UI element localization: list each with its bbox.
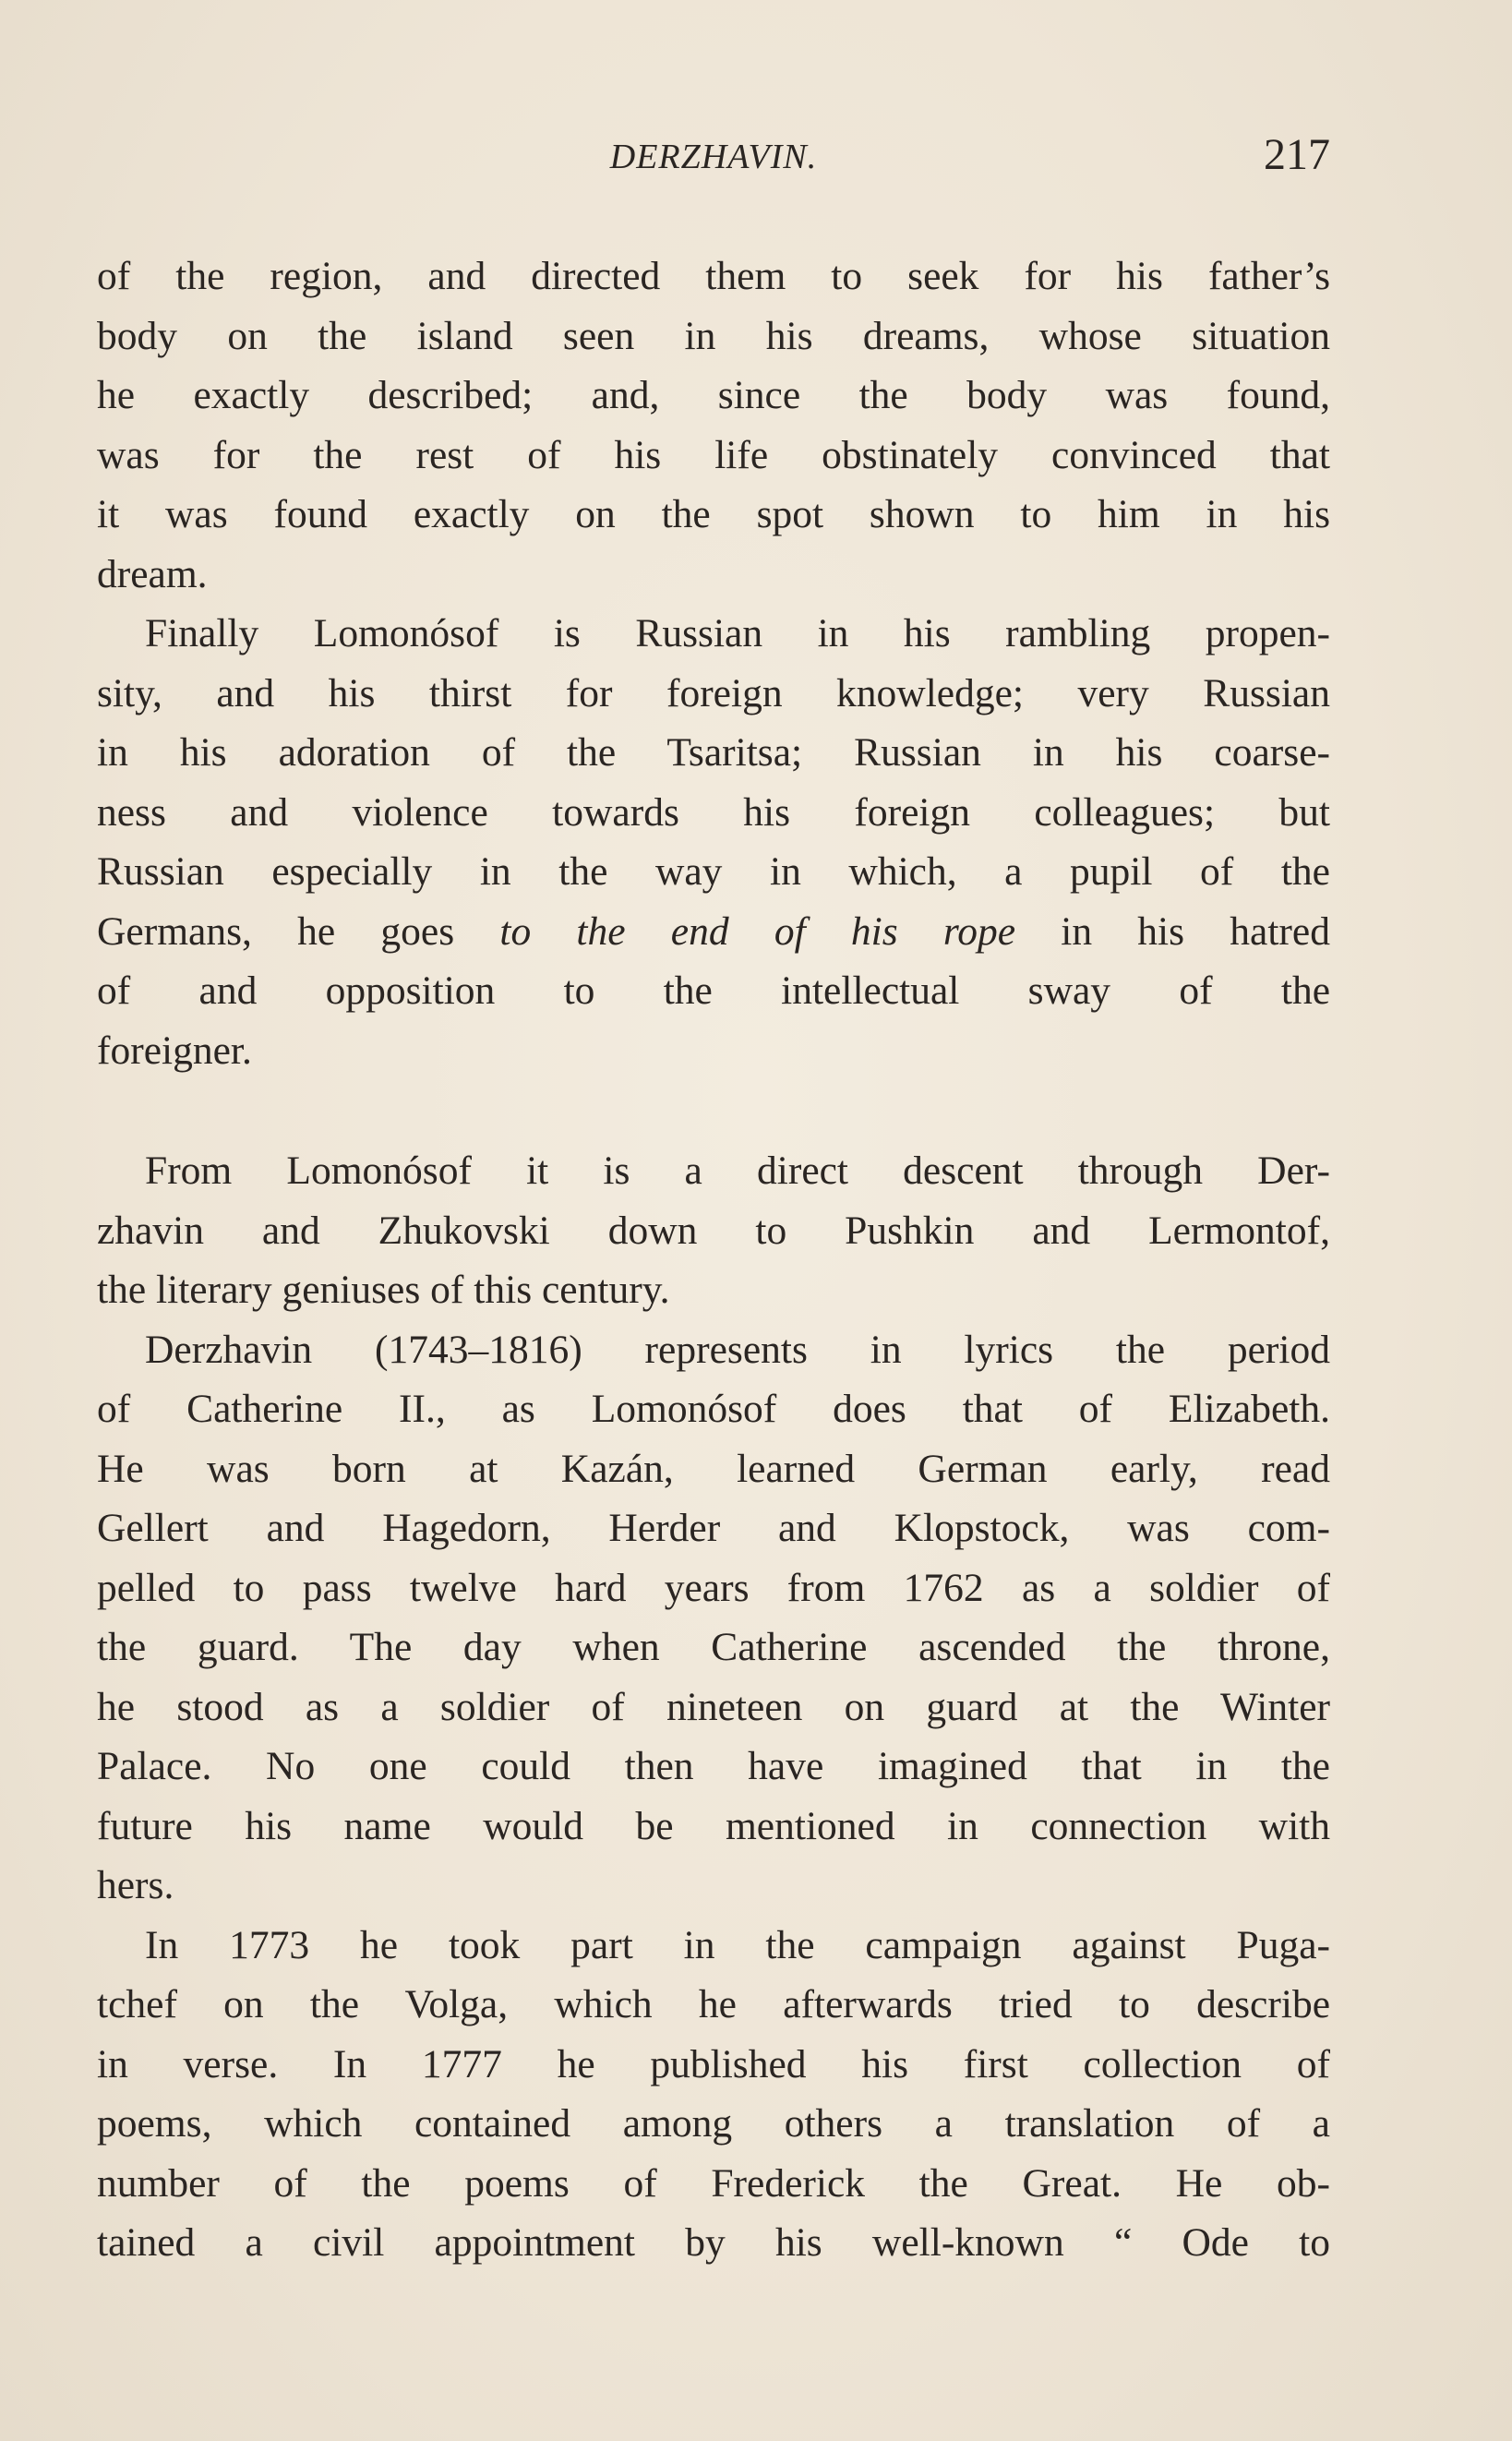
text-line: he exactly described; and, since the body was found, bbox=[97, 373, 1330, 417]
text-line: he stood as a soldier of nineteen on guard at the Winter bbox=[97, 1684, 1330, 1729]
text-line: dream. bbox=[97, 551, 208, 596]
text-line: poems, which contained among others a translation of a bbox=[97, 2101, 1330, 2146]
paragraph bbox=[97, 1141, 1330, 1320]
text-line: the guard. The day when Catherine ascended the throne, bbox=[97, 1625, 1330, 1669]
text-line: future his name would be mentioned in connection with bbox=[97, 1803, 1330, 1848]
text-line: Palace. No one could then have imagined that in the bbox=[97, 1744, 1330, 1788]
text-line: foreigner. bbox=[97, 1028, 252, 1073]
text-line: Derzhavin (1743–1816) represents in lyrics the period bbox=[145, 1327, 1330, 1372]
text-line: sity, and his thirst for foreign knowledge; very Russian bbox=[97, 670, 1330, 715]
text-line: tained a civil appointment by his well-known “ Ode to bbox=[97, 2220, 1330, 2265]
page-number: 217 bbox=[1264, 130, 1330, 179]
text-line: it was found exactly on the spot shown to him in his bbox=[97, 492, 1330, 536]
text-line: in his adoration of the Tsaritsa; Russian in his coarse- bbox=[97, 730, 1330, 775]
text-line-with-italic bbox=[97, 902, 1330, 962]
text-line: of and opposition to the intellectual sway of the bbox=[97, 968, 1330, 1013]
text-line: hers. bbox=[97, 1863, 174, 1907]
text-line: Gellert and Hagedorn, Herder and Klopstock, was com- bbox=[97, 1506, 1330, 1550]
text-line: He was born at Kazán, learned German early, read bbox=[97, 1446, 1330, 1491]
body-text bbox=[97, 247, 1330, 2273]
text-line: pelled to pass twelve hard years from 1762 as a soldier of bbox=[97, 1565, 1330, 1610]
running-title: DERZHAVIN. bbox=[609, 138, 818, 176]
page-header bbox=[97, 130, 1330, 192]
italic-phrase: to the end of his rope bbox=[499, 908, 1016, 954]
paragraph bbox=[97, 604, 1330, 1080]
paragraph bbox=[97, 1916, 1330, 2273]
text-run: Germans, he goes bbox=[97, 908, 500, 954]
text-run: in his hatred bbox=[1015, 908, 1330, 954]
text-line: Finally Lomonósof is Russian in his rambling propen- bbox=[145, 611, 1330, 655]
text-line: in verse. In 1777 he published his first collection of bbox=[97, 2041, 1330, 2086]
text-line: Russian especially in the way in which, a pupil of the bbox=[97, 849, 1330, 894]
text-line: of the region, and directed them to seek for his father’s bbox=[97, 254, 1330, 298]
paragraph bbox=[97, 247, 1330, 604]
section-break bbox=[97, 1080, 1330, 1141]
text-line: zhavin and Zhukovski down to Pushkin and Lermontof, bbox=[97, 1208, 1330, 1253]
paragraph bbox=[97, 1320, 1330, 1916]
text-line: of Catherine II., as Lomonósof does that of Elizabeth. bbox=[97, 1387, 1330, 1431]
text-line: the literary geniuses of this century. bbox=[97, 1268, 670, 1312]
text-line: ness and violence towards his foreign colleagues; but bbox=[97, 789, 1330, 835]
text-line: was for the rest of his life obstinately convinced that bbox=[97, 432, 1330, 477]
text-line: body on the island seen in his dreams, whose situation bbox=[97, 313, 1330, 358]
text-line: From Lomonósof it is a direct descent through Der- bbox=[145, 1148, 1330, 1193]
text-line: In 1773 he took part in the campaign against Puga- bbox=[145, 1922, 1330, 1967]
text-line: number of the poems of Frederick the Great. He ob- bbox=[97, 2160, 1330, 2206]
text-line: tchef on the Volga, which he afterwards tried to describe bbox=[97, 1982, 1330, 2026]
